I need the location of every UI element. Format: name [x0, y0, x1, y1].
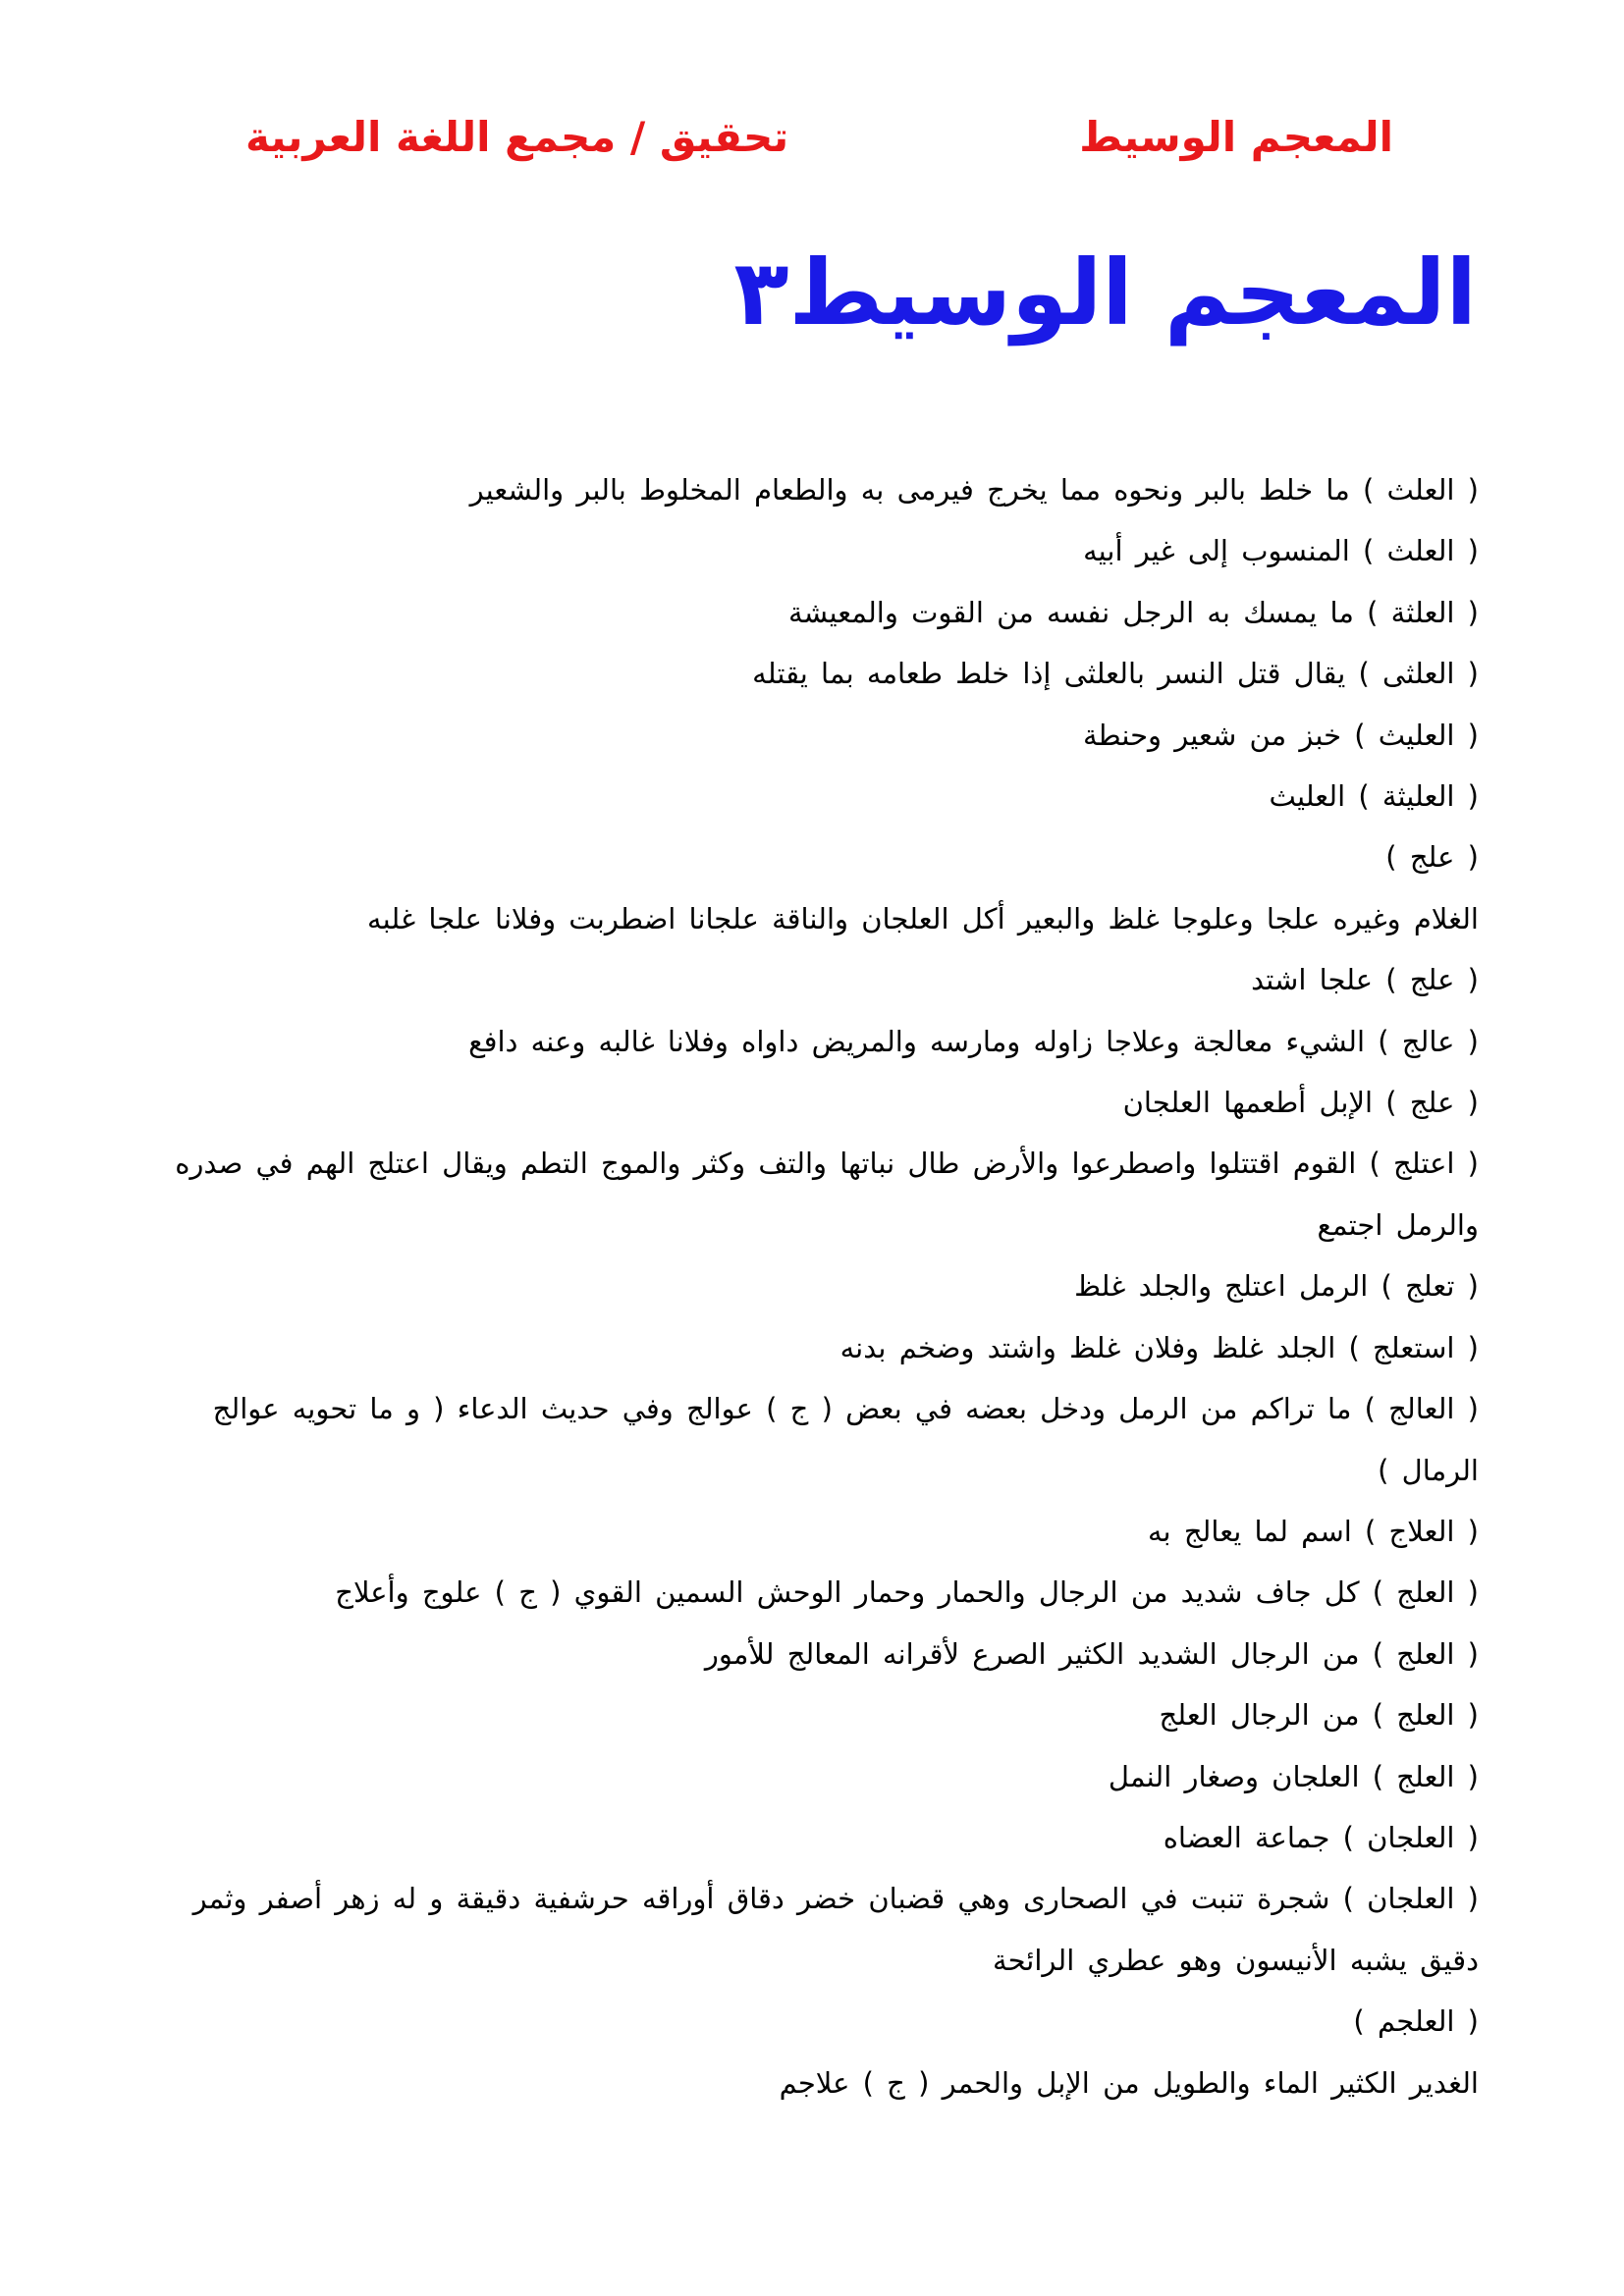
entry-line: ( علج ) الإبل أطعمها العلجان — [1122, 1086, 1479, 1120]
entry-line: ( عالج ) الشيء معالجة وعلاجا زاوله ومارسه والمريض داواه وفلانا غالبه وعنه دافع — [468, 1024, 1479, 1058]
entry-line: ( العلجان ) شجرة تنبت في الصحارى وهي قضبان خضر دقاق أوراقه حرشفية دقيقة و له زهر أصفر وثمر دقيق يشبه الأنيسون وهو عطري الرائحة — [192, 1882, 1479, 1977]
entry-line: الغدير الكثير الماء والطويل من الإبل والحمر ( ج ) علاجم — [779, 2065, 1479, 2100]
entry-line: ( العلج ) كل جاف شديد من الرجال والحمار وحمار الوحش السمين القوي ( ج ) علوج وأعلاج — [335, 1575, 1479, 1610]
entry-line: ( العلث ) ما خلط بالبر ونحوه مما يخرج فيرمى به والطعام المخلوط بالبر والشعير — [469, 473, 1479, 507]
entry-line: ( العلجم ) — [1353, 2004, 1479, 2039]
entry-line: ( العلجان ) جماعة العضاه — [1163, 1820, 1479, 1854]
page-title: المعجم الوسيط٣ — [733, 240, 1477, 346]
entry-line: ( اعتلج ) القوم اقتتلوا واصطرعوا والأرض طال نباتها والتف وكثر والموج التطم ويقال اعتلج الهم في صدره والرمل اجتمع — [175, 1147, 1479, 1242]
entry-line: ( العليث ) خبز من شعير وحنطة — [1083, 718, 1479, 752]
entry-line: ( العلج ) العلجان وصغار النمل — [1108, 1759, 1479, 1793]
entry-line: ( العلثى ) يقال قتل النسر بالعلثى إذا خلط طعامه بما يقتله — [752, 657, 1479, 691]
entry-line: ( تعلج ) الرمل اعتلج والجلد غلظ — [1074, 1269, 1479, 1304]
dictionary-entries — [158, 459, 1479, 2113]
entry-line: ( العلثة ) ما يمسك به الرجل نفسه من القوت والمعيشة — [788, 595, 1479, 629]
entry-line: ( استعلج ) الجلد غلظ وفلان غلظ واشتد وضخم بدنه — [839, 1330, 1479, 1364]
entry-line: ( العلث ) المنسوب إلى غير أبيه — [1083, 534, 1479, 568]
header-book-title: المعجم الوسيط — [1079, 113, 1393, 161]
entry-line: ( العليثة ) العليث — [1269, 779, 1479, 814]
entry-line: ( العلج ) من الرجال الشديد الكثير الصرع لأقرانه المعالج للأمور — [704, 1636, 1479, 1671]
entry-line: ( العلاج ) اسم لما يعالج به — [1147, 1514, 1479, 1548]
header-editor: تحقيق / مجمع اللغة العربية — [245, 113, 789, 161]
entry-line: ( العلج ) من الرجال العلج — [1159, 1698, 1479, 1733]
entry-line: الغلام وغيره علجا وعلوجا غلظ والبعير أكل العلجان والناقة علجانا اضطربت وفلانا علجا غلبه — [367, 901, 1479, 935]
entry-line: ( العالج ) ما تراكم من الرمل ودخل بعضه في بعض ( ج ) عوالج وفي حديث الدعاء ( و ما تحويه عوالج الرمال ) — [212, 1392, 1479, 1487]
entry-line: ( علج ) — [1385, 840, 1479, 875]
entry-line: ( علج ) علجا اشتد — [1251, 963, 1479, 997]
